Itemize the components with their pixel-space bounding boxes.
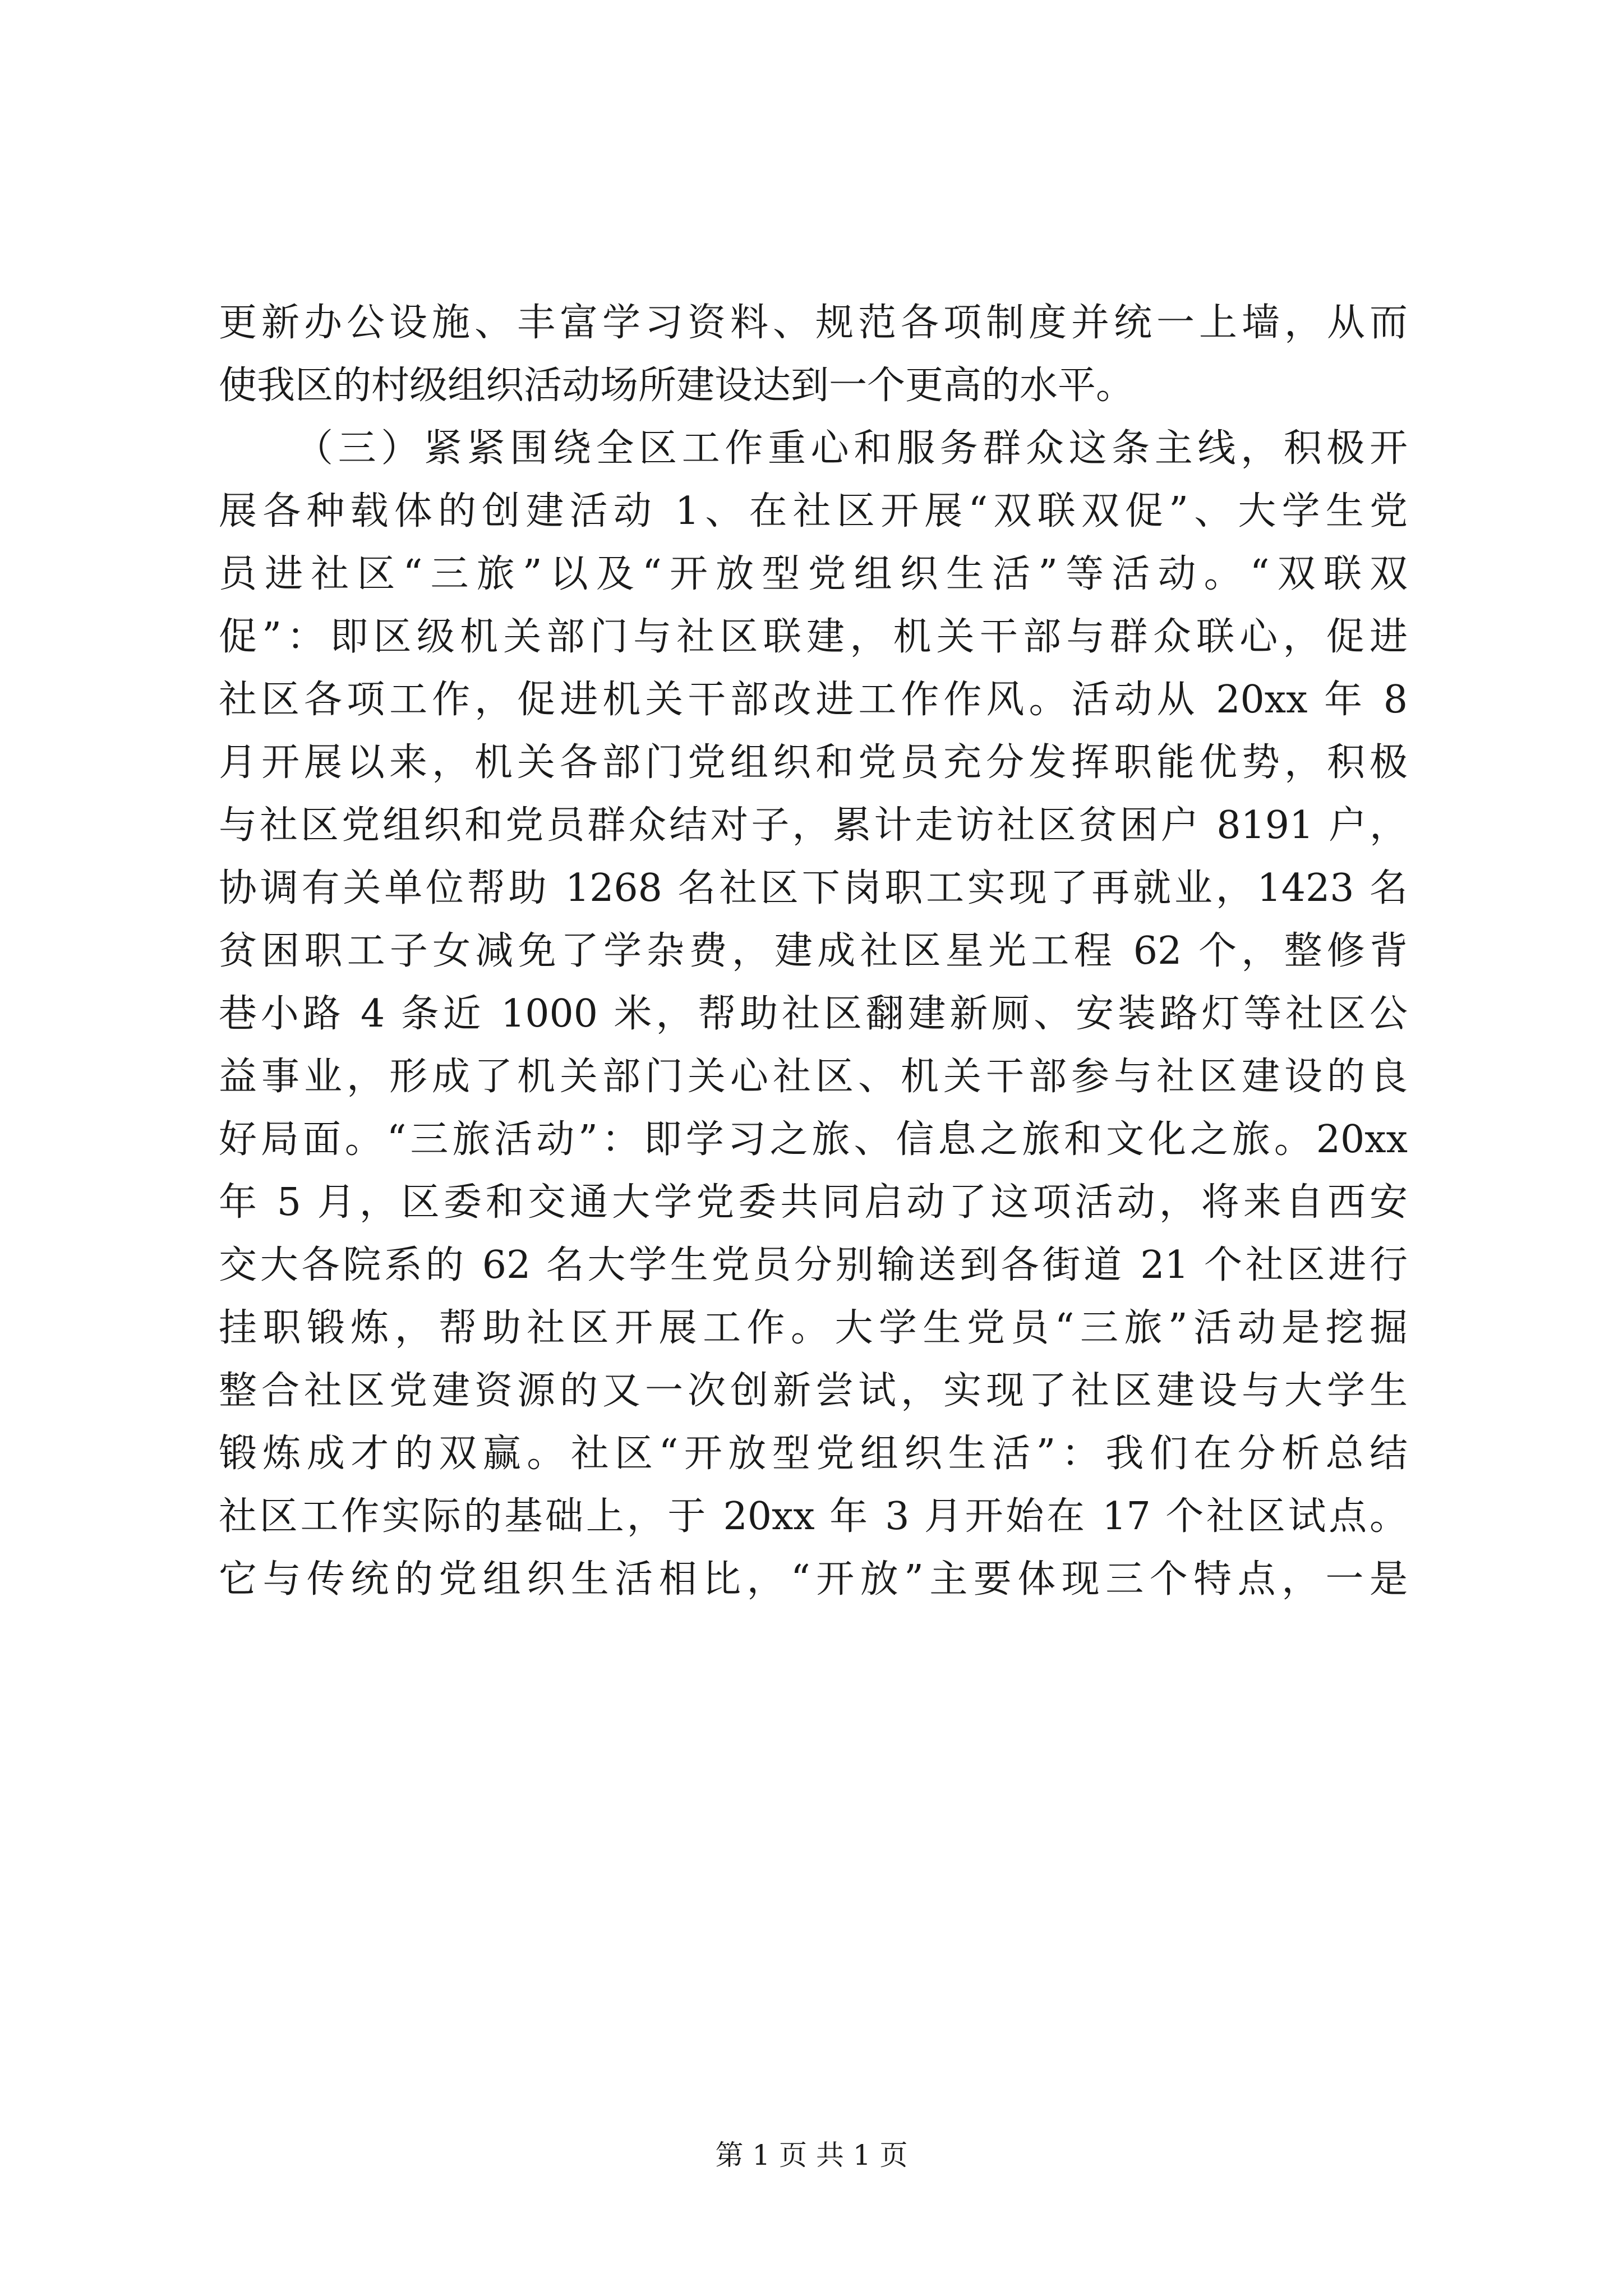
text-line: 交大各院系的 62 名大学生党员分别输送到各街道 21 个社区进行 bbox=[219, 1243, 1408, 1287]
text-line: 展各种载体的创建活动 1、在社区开展“双联双促”、大学生党 bbox=[219, 489, 1408, 533]
text-line: 更新办公设施、丰富学习资料、规范各项制度并统一上墙，从而 bbox=[219, 301, 1408, 345]
page-footer: 第 1 页 共 1 页 bbox=[715, 2139, 908, 2171]
text-line: 整合社区党建资源的又一次创新尝试，实现了社区建设与大学生 bbox=[219, 1369, 1408, 1413]
text-line: 年 5 月，区委和交通大学党委共同启动了这项活动，将来自西安 bbox=[219, 1180, 1408, 1225]
document-body bbox=[219, 292, 1408, 1611]
text-line: 益事业，形成了机关部门关心社区、机关干部参与社区建设的良 bbox=[219, 1055, 1408, 1099]
text-line: 好局面。“三旅活动”：即学习之旅、信息之旅和文化之旅。20xx bbox=[219, 1117, 1408, 1162]
text-line: 贫困职工子女减免了学杂费，建成社区星光工程 62 个，整修背 bbox=[219, 929, 1408, 973]
text-line: 挂职锻炼，帮助社区开展工作。大学生党员“三旅”活动是挖掘 bbox=[219, 1306, 1408, 1350]
text-line: 促”：即区级机关部门与社区联建，机关干部与群众联心，促进 bbox=[219, 615, 1408, 659]
text-line: 协调有关单位帮助 1268 名社区下岗职工实现了再就业，1423 名 bbox=[219, 866, 1408, 910]
text-line: 锻炼成才的双赢。社区“开放型党组织生活”：我们在分析总结 bbox=[219, 1432, 1408, 1476]
paragraph-start-line: （三）紧紧围绕全区工作重心和服务群众这条主线，积极开 bbox=[295, 426, 1408, 471]
text-line: 月开展以来，机关各部门党组织和党员充分发挥职能优势，积极 bbox=[219, 740, 1408, 785]
text-line: 社区各项工作，促进机关干部改进工作作风。活动从 20xx 年 8 bbox=[219, 678, 1408, 722]
text-line: 员进社区“三旅”以及“开放型党组织生活”等活动。“双联双 bbox=[219, 552, 1408, 596]
text-line: 使我区的村级组织活动场所建设达到一个更高的水平。 bbox=[219, 364, 1135, 408]
text-line: 社区工作实际的基础上，于 20xx 年 3 月开始在 17 个社区试点。 bbox=[219, 1494, 1408, 1539]
text-line: 它与传统的党组织生活相比，“开放”主要体现三个特点，一是 bbox=[219, 1557, 1408, 1602]
text-line: 巷小路 4 条近 1000 米，帮助社区翻建新厕、安装路灯等社区公 bbox=[219, 992, 1408, 1036]
text-line: 与社区党组织和党员群众结对子，累计走访社区贫困户 8191 户， bbox=[219, 803, 1408, 848]
